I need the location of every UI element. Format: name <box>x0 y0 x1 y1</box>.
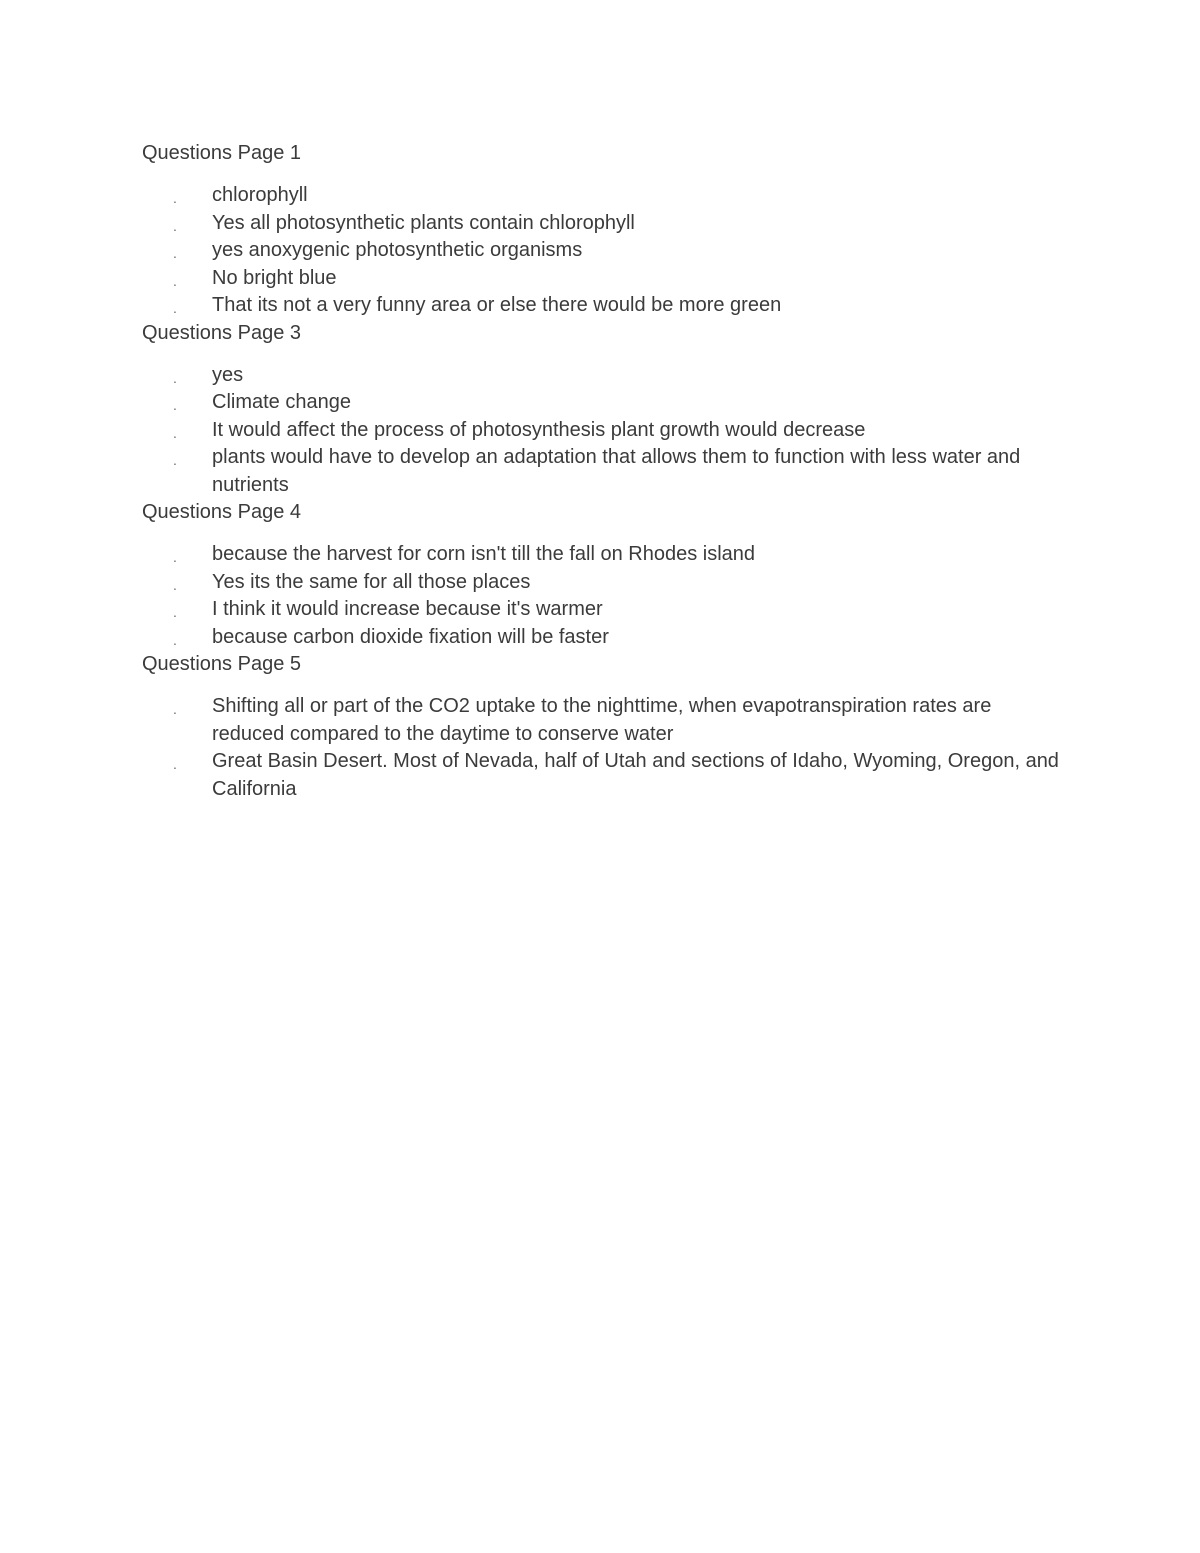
bullet-marker: . <box>173 549 177 565</box>
list-item <box>142 417 1062 445</box>
list-item-text: Great Basin Desert. Most of Nevada, half of Utah and sections of Idaho, Wyoming, Oregon, and California <box>212 750 1059 800</box>
section-questions-page-4 <box>142 499 1062 651</box>
list-item-text: That its not a very funny area or else there would be more green <box>212 294 782 316</box>
list-item-text: because the harvest for corn isn't till the fall on Rhodes island <box>212 543 756 565</box>
bullet-marker: . <box>173 190 177 206</box>
answer-list <box>142 362 1062 500</box>
bullet-marker: . <box>173 424 177 441</box>
list-item-text: yes anoxygenic photosynthetic organisms <box>212 239 583 261</box>
document-page <box>142 140 1062 803</box>
bullet-marker: . <box>173 245 177 261</box>
list-item <box>142 444 1062 499</box>
bullet-marker: . <box>173 631 177 648</box>
section-heading: Questions Page 1 <box>142 142 301 164</box>
bullet-marker: . <box>173 452 177 468</box>
list-item <box>142 237 1062 265</box>
list-item-text: No bright blue <box>212 266 337 289</box>
list-item <box>142 362 1062 390</box>
list-item-text: because carbon dioxide fixation will be faster <box>212 625 609 648</box>
list-item <box>142 748 1062 803</box>
bullet-marker: . <box>173 604 177 620</box>
list-item-text: Yes its the same for all those places <box>212 570 531 593</box>
section-heading: Questions Page 3 <box>142 321 301 344</box>
bullet-marker: . <box>173 217 177 234</box>
list-item <box>142 569 1062 597</box>
list-item-text: Yes all photosynthetic plants contain chlorophyll <box>212 211 635 234</box>
section-heading: Questions Page 5 <box>142 653 301 675</box>
bullet-marker: . <box>173 397 177 413</box>
section-questions-page-5 <box>142 651 1062 803</box>
answer-list <box>142 182 1062 320</box>
section-questions-page-3 <box>142 320 1062 500</box>
list-item <box>142 624 1062 652</box>
bullet-marker: . <box>173 272 177 289</box>
list-item-text: Climate change <box>212 391 351 413</box>
list-item-text: It would affect the process of photosynthesis plant growth would decrease <box>212 418 866 441</box>
section-heading: Questions Page 4 <box>142 501 301 523</box>
list-item <box>142 693 1062 748</box>
bullet-marker: . <box>173 701 177 717</box>
list-item-text: chlorophyll <box>212 184 308 206</box>
answer-list <box>142 693 1062 803</box>
list-item <box>142 596 1062 624</box>
list-item-text: Shifting all or part of the CO2 uptake to the nighttime, when evapotranspiration rates are reduced compared to the daytime to conserve water <box>212 695 992 745</box>
list-item <box>142 541 1062 569</box>
list-item-text: yes <box>212 363 244 386</box>
bullet-marker: . <box>173 300 177 316</box>
list-item-text: plants would have to develop an adaptation that allows them to function with less water and nutrients <box>212 446 1021 496</box>
bullet-marker: . <box>173 756 177 772</box>
section-questions-page-1 <box>142 140 1062 320</box>
list-item-text: I think it would increase because it's warmer <box>212 598 603 620</box>
list-item <box>142 182 1062 210</box>
bullet-marker: . <box>173 576 177 593</box>
bullet-marker: . <box>173 369 177 386</box>
answer-list <box>142 541 1062 651</box>
list-item <box>142 389 1062 417</box>
list-item <box>142 210 1062 238</box>
list-item <box>142 265 1062 293</box>
list-item <box>142 292 1062 320</box>
